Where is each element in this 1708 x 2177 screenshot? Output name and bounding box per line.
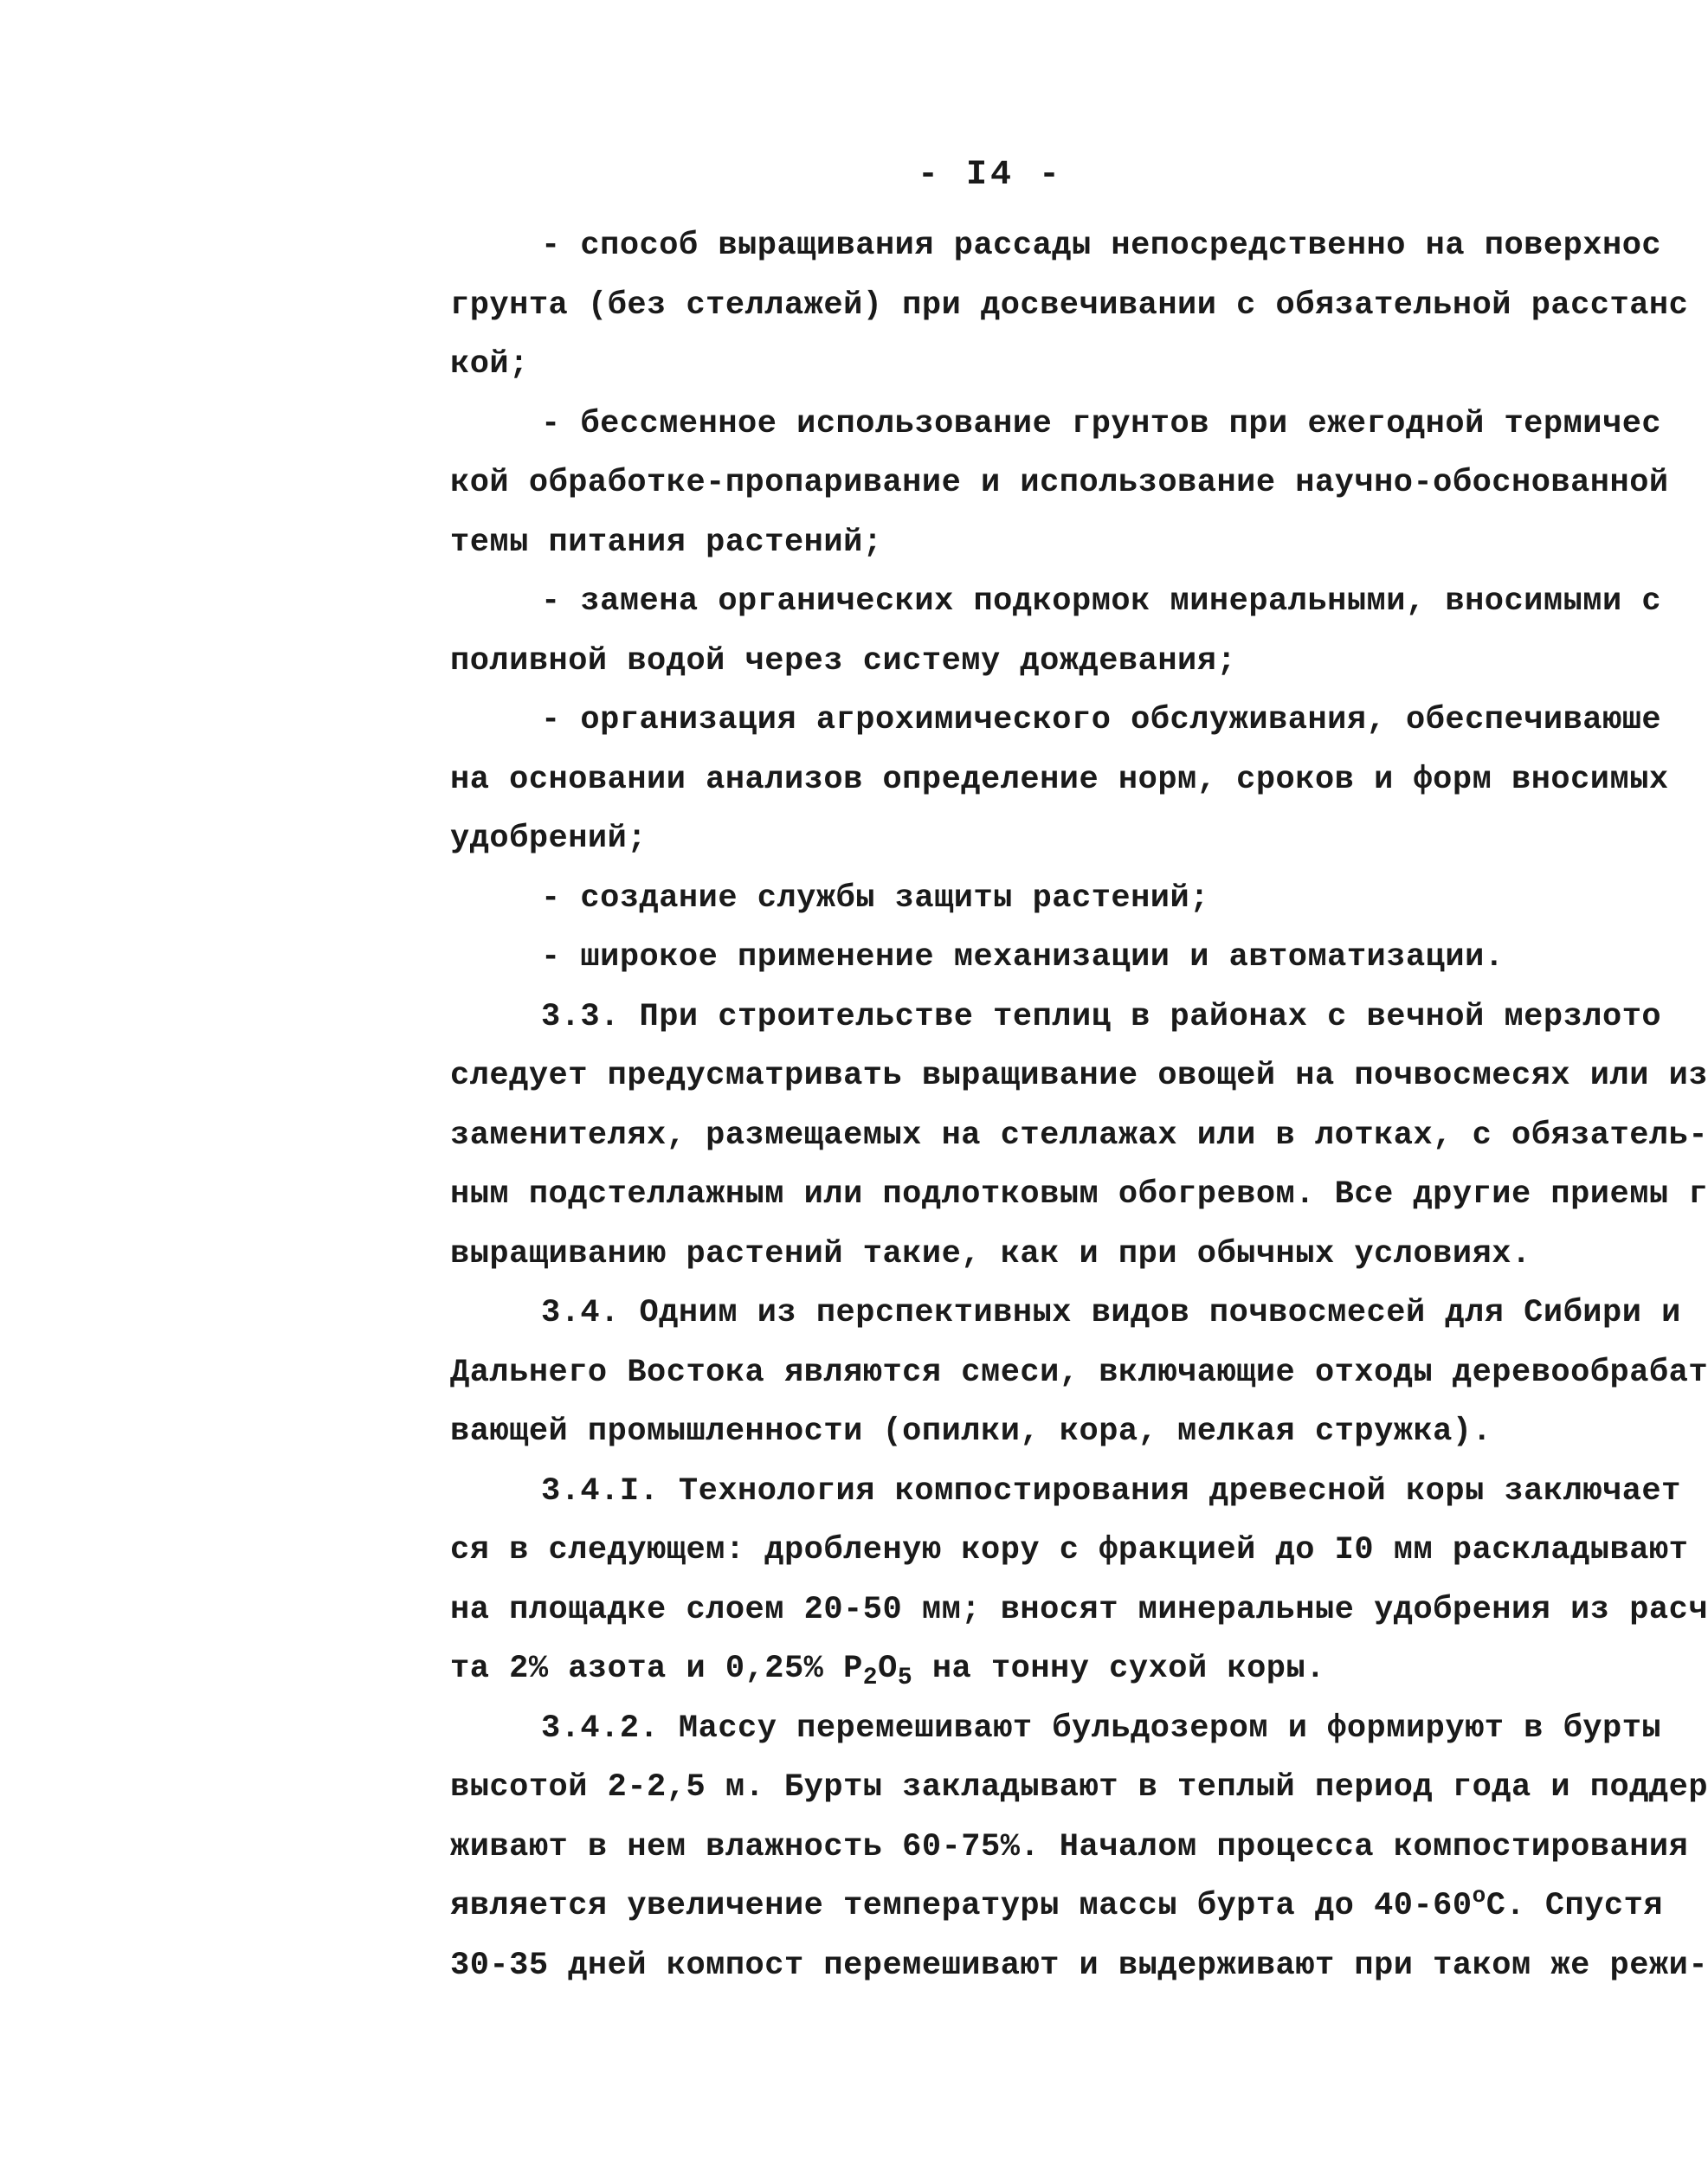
text-line: - бессменное использование грунтов при ежегодной термичес: [541, 405, 1662, 442]
text-line: 30-35 дней компост перемешивают и выдерживают при таком же режи-: [450, 1947, 1708, 1984]
temperature-line: [450, 1877, 1664, 1936]
text-line: ным подстеллажным или подлотковым обогревом. Все другие приемы г: [450, 1176, 1708, 1213]
text-line: живают в нем влажность 60-75%. Началом процесса компостирования: [450, 1828, 1689, 1865]
text-line: кой;: [450, 346, 529, 383]
text-line: - создание службы защиты растений;: [541, 879, 1209, 917]
temperature-text-start: является увеличение температуры массы бурта до 40-60: [450, 1888, 1473, 1924]
text-line: высотой 2-2,5 м. Бурты закладывают в теплый период года и поддер: [450, 1769, 1708, 1806]
text-line: удобрений;: [450, 821, 648, 857]
text-line: ся в следующем: дробленую кору с фракцией до I0 мм раскладывают: [450, 1532, 1689, 1568]
text-line: выращиванию растений такие, как и при обычных условиях.: [450, 1235, 1531, 1272]
text-line: заменителях, размещаемых на стеллажах или в лотках, с обязатель-: [450, 1117, 1708, 1154]
subscript-5: 5: [897, 1665, 913, 1691]
text-line: грунта (без стеллажей) при досвечивании с обязательной расстанс: [450, 287, 1689, 324]
formula-line: [450, 1639, 1550, 1699]
temperature-text-end: С. Спустя: [1486, 1888, 1664, 1924]
formula-oxygen: O: [878, 1651, 898, 1687]
text-line: на площадке слоем 20-50 мм; вносят минеральные удобрения из расч: [450, 1591, 1708, 1628]
section-3-4-1-line: 3.4.I. Технология компостирования древесной коры заключает: [541, 1472, 1681, 1510]
text-line: - замена органических подкормок минеральными, вносимыми с: [541, 583, 1662, 620]
subscript-2: 2: [862, 1665, 879, 1691]
text-line: Дальнего Востока являются смеси, включающие отходы деревообрабат: [450, 1354, 1708, 1391]
formula-text-start: та 2% азота и 0,25% P: [450, 1651, 863, 1687]
text-line: - широкое применение механизации и автоматизации.: [541, 939, 1505, 976]
formula-text-end: на тонну сухой коры.: [912, 1651, 1325, 1687]
text-line: - организация агрохимического обслуживания, обеспечиваюше: [541, 702, 1662, 738]
text-line: на основании анализов определение норм, сроков и форм вносимых: [450, 761, 1669, 798]
text-line: вающей промышленности (опилки, кора, мелкая стружка).: [450, 1414, 1492, 1450]
text-line: поливной водой через систему дождевания;: [450, 642, 1237, 680]
section-3-3-line: 3.3. При строительстве теплиц в районах с вечной мерзлото: [541, 998, 1662, 1035]
section-3-4-line: 3.4. Одним из перспективных видов почвосмесей для Сибири и: [541, 1295, 1681, 1331]
page-number: - I4 -: [918, 156, 1064, 195]
degree-mark: о: [1472, 1883, 1486, 1909]
text-line: темы питания растений;: [450, 524, 883, 561]
text-line: кой обработке-пропаривание и использование научно-обоснованной: [450, 465, 1669, 501]
text-line: - способ выращивания рассады непосредственно на поверхнос: [541, 228, 1662, 264]
section-3-4-2-line: 3.4.2. Массу перемешивают бульдозером и формируют в бурты: [541, 1710, 1662, 1747]
text-line: следует предусматривать выращивание овощей на почвосмесях или из: [450, 1058, 1708, 1094]
document-body: [450, 216, 1708, 1995]
